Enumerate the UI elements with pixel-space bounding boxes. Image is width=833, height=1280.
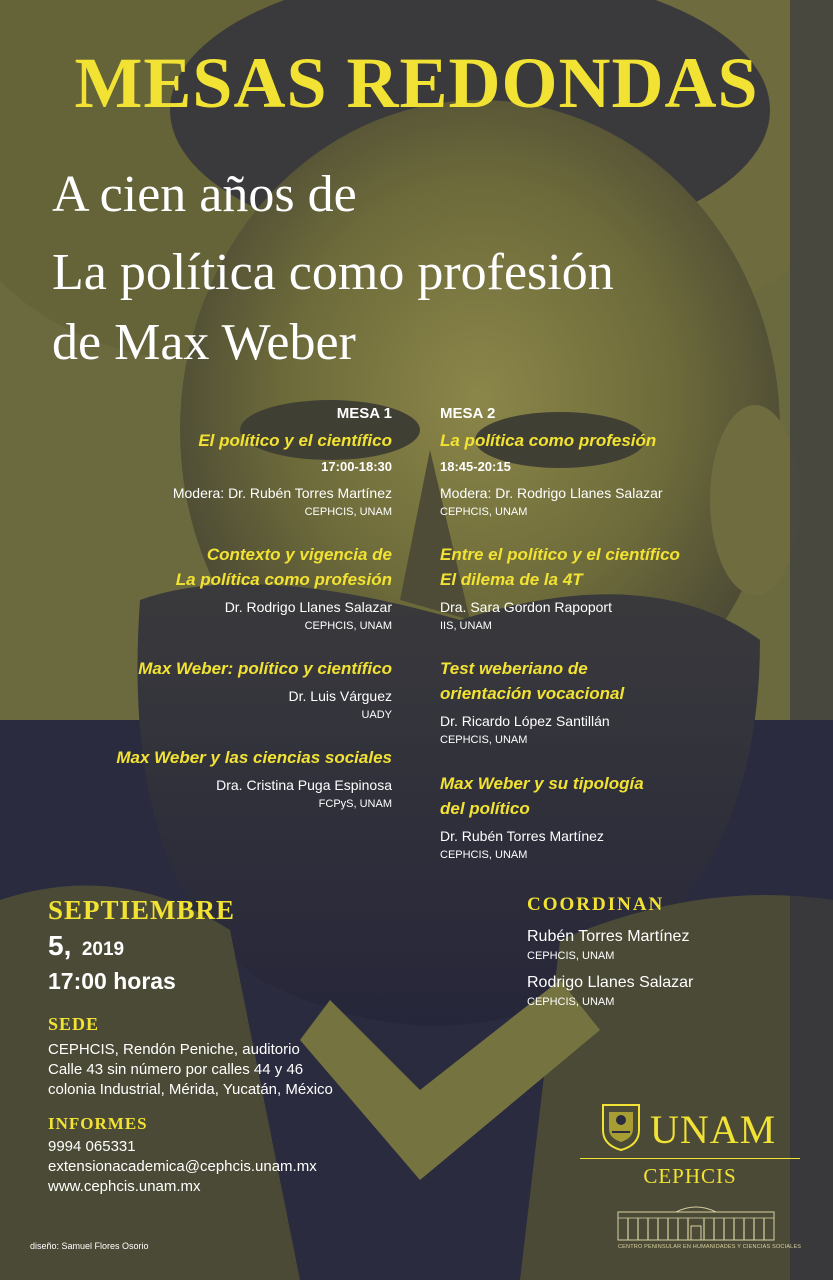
mesa1-talk2-line1: Max Weber: político y científico [138, 659, 392, 678]
institution-logo [580, 1098, 800, 1268]
subtitle-line-2: La política como profesión [52, 244, 614, 301]
mesa1-talk3-speaker: Dra. Cristina Puga Espinosa [216, 777, 392, 793]
date-year: 2019 [81, 939, 125, 960]
mesa1-moderator: Modera: Dr. Rubén Torres Martínez [172, 485, 392, 501]
mesa1-talk2-speaker: Dr. Luis Várguez [288, 688, 392, 704]
design-credit: diseño: Samuel Flores Osorio [30, 1241, 149, 1251]
mesa1-talk1-speaker: Dr. Rodrigo Llanes Salazar [224, 599, 392, 615]
mesa2-talk2-inst: CEPHCIS, UNAM [440, 734, 528, 746]
mesa1-talk1-line1: Contexto y vigencia de [206, 545, 392, 564]
mesa2-talk3-inst: CEPHCIS, UNAM [440, 849, 528, 861]
mesa2-talk2-line1: Test weberiano de [440, 659, 588, 678]
date-month: SEPTIEMBRE [48, 895, 236, 925]
building-caption: CENTRO PENINSULAR EN HUMANIDADES Y CIENCIAS SOCIALES [618, 1244, 802, 1250]
informes-web[interactable]: www.cephcis.unam.mx [48, 1178, 201, 1195]
mesa2-heading: MESA 2 [440, 405, 496, 422]
mesa2-talk3-speaker: Dr. Rubén Torres Martínez [440, 828, 604, 844]
mesa2-title: La política como profesión [440, 431, 657, 450]
subtitle-line-3: de Max Weber [52, 314, 356, 371]
subtitle-line-1: A cien años de [52, 166, 357, 223]
mesa1-talk3-inst: FCPyS, UNAM [318, 798, 392, 810]
coordinator-1-inst: CEPHCIS, UNAM [527, 950, 615, 962]
mesa2-talk1-inst: IIS, UNAM [440, 620, 492, 632]
informes-email[interactable]: extensionacademica@cephcis.unam.mx [48, 1158, 317, 1175]
cephcis-wordmark: CEPHCIS [643, 1164, 737, 1188]
event-title: MESAS REDONDAS [74, 43, 759, 123]
coordinan-heading: COORDINAN [527, 894, 665, 915]
sede-line-1: CEPHCIS, Rendón Peniche, auditorio [48, 1041, 300, 1058]
unam-shield-icon [600, 1102, 642, 1152]
mesa2-talk3-line1: Max Weber y su tipología [440, 774, 644, 793]
date-day: 5, [48, 930, 72, 961]
sede-heading: SEDE [48, 1014, 100, 1034]
logo-divider [580, 1158, 800, 1159]
informes-heading: INFORMES [48, 1114, 148, 1133]
mesa1-talk2-inst: UADY [361, 709, 392, 721]
mesa1-talk3-line1: Max Weber y las ciencias sociales [116, 748, 392, 767]
mesa1-talk1-line2: La política como profesión [175, 570, 392, 589]
coordinator-2-name: Rodrigo Llanes Salazar [527, 974, 694, 991]
mesa1-talk1-inst: CEPHCIS, UNAM [304, 620, 392, 632]
building-icon [616, 1202, 776, 1242]
mesa1-heading: MESA 1 [336, 405, 392, 422]
mesa1-time: 17:00-18:30 [321, 459, 392, 474]
mesa2-talk2-speaker: Dr. Ricardo López Santillán [440, 713, 610, 729]
mesa2-talk1-line1: Entre el político y el científico [440, 545, 680, 564]
date-time: 17:00 horas [48, 968, 176, 994]
sede-line-2: Calle 43 sin número por calles 44 y 46 [48, 1061, 304, 1078]
sede-line-3: colonia Industrial, Mérida, Yucatán, México [48, 1081, 333, 1098]
mesa2-talk1-speaker: Dra. Sara Gordon Rapoport [440, 599, 612, 615]
mesa2-time: 18:45-20:15 [440, 459, 511, 474]
coordinator-2-inst: CEPHCIS, UNAM [527, 996, 615, 1008]
unam-wordmark: UNAM [650, 1107, 777, 1152]
mesa2-talk2-line2: orientación vocacional [440, 684, 625, 703]
mesa1-title: El político y el científico [198, 431, 392, 450]
mesa2-moderator-inst: CEPHCIS, UNAM [440, 506, 528, 518]
mesa2-moderator: Modera: Dr. Rodrigo Llanes Salazar [440, 485, 663, 501]
coordinator-1-name: Rubén Torres Martínez [527, 928, 690, 945]
mesa2-talk1-line2: El dilema de la 4T [440, 570, 583, 589]
mesa2-talk3-line2: del político [440, 799, 530, 818]
date-day-year [48, 930, 124, 962]
informes-phone: 9994 065331 [48, 1138, 136, 1155]
mesa1-moderator-inst: CEPHCIS, UNAM [304, 506, 392, 518]
